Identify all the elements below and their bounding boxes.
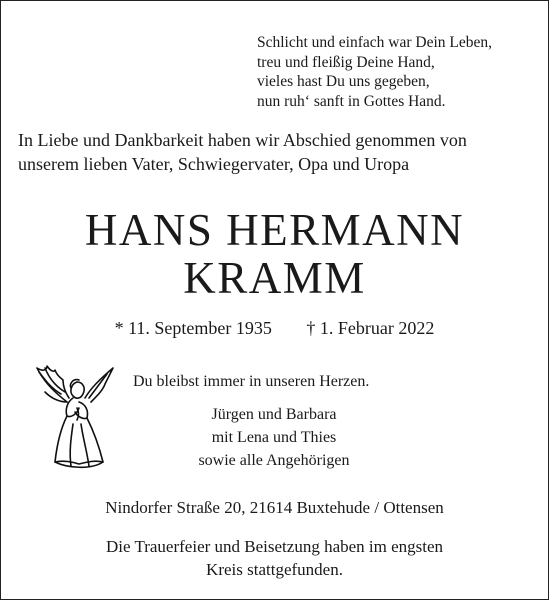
closing-line: Kreis stattgefunden. [206,560,343,579]
deceased-name-line1: HANS HERMANN [84,205,465,255]
birth-date: * 11. September 1935 [114,318,272,338]
intro-text [18,128,538,176]
family-line: mit Lena und Thies [211,429,337,446]
poem-line: treu und fleißig Deine Hand, [257,53,435,71]
intro-line: unserem lieben Vater, Schwiegervater, Opa und Uropa [18,154,410,174]
poem-line: vieles hast Du uns gegeben, [257,73,430,90]
deceased-name-line2: KRAMM [183,253,366,303]
poem [257,33,492,111]
death-date: † 1. Februar 2022 [306,318,435,338]
poem-line: Schlicht und einfach war Dein Leben, [257,34,492,51]
intro-line: In Liebe und Dankbarkeit haben wir Abschied genommen von [18,130,467,150]
life-dates [0,316,549,340]
address-text: Nindorfer Straße 20, 21614 Buxtehude / Ottensen [105,498,444,517]
family-line: sowie alle Angehörigen [198,452,350,469]
family-signature [134,403,414,472]
closing-text [0,535,549,581]
angel-icon [33,358,115,476]
family-line: Jürgen und Barbara [211,406,337,423]
poem-line: nun ruh‘ sanft in Gottes Hand. [257,92,446,110]
closing-line: Die Trauerfeier und Beisetzung haben im engsten [105,537,444,556]
motto-text: Du bleibst immer in unseren Herzen. [133,373,370,390]
